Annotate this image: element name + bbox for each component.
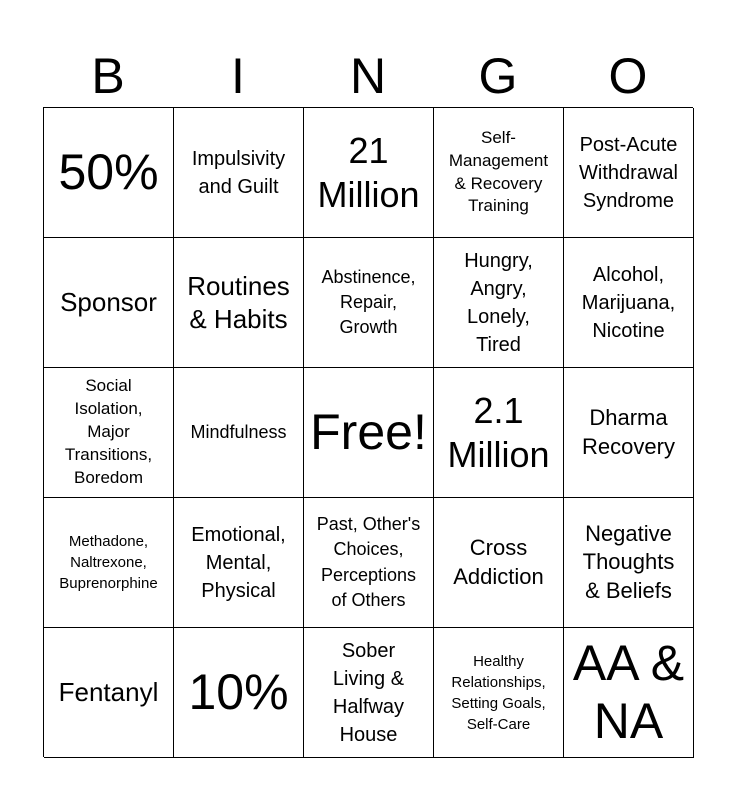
cell-text: Dharma Recovery [582, 404, 675, 459]
bingo-cell[interactable] [174, 238, 304, 368]
bingo-cell[interactable] [564, 628, 694, 758]
bingo-cell[interactable] [174, 108, 304, 238]
bingo-cell[interactable] [434, 498, 564, 628]
cell-text: 21 Million [317, 130, 420, 215]
bingo-cell[interactable] [564, 238, 694, 368]
bingo-cell[interactable] [44, 108, 174, 238]
cell-text: Negative Thoughts & Beliefs [582, 520, 675, 603]
bingo-cell[interactable] [304, 498, 434, 628]
cell-text: 50% [58, 143, 159, 200]
bingo-cell[interactable] [564, 108, 694, 238]
bingo-cell[interactable] [304, 368, 434, 498]
bingo-cell[interactable] [434, 628, 564, 758]
bingo-cell[interactable] [434, 238, 564, 368]
cell-text: Impulsivity and Guilt [191, 147, 286, 198]
header-letter-i: I [231, 48, 245, 104]
bingo-cell[interactable] [174, 498, 304, 628]
header-letter-b: B [91, 48, 125, 104]
cell-text: Fentanyl [58, 677, 159, 708]
cell-text: Sober Living & Halfway House [332, 639, 405, 746]
cell-text: Self- Management & Recovery Training [448, 127, 549, 216]
bingo-cell[interactable] [44, 368, 174, 498]
cell-text: 2.1 Million [447, 390, 550, 475]
bingo-cell[interactable] [564, 368, 694, 498]
cell-text: 10% [188, 663, 289, 720]
bingo-cell[interactable] [434, 368, 564, 498]
cell-text: Post-Acute Withdrawal Syndrome [579, 133, 678, 212]
bingo-cell[interactable] [564, 498, 694, 628]
header-letter-g: G [478, 48, 518, 104]
cell-text: Emotional, Mental, Physical [191, 523, 286, 602]
cell-text: Hungry, Angry, Lonely, Tired [464, 249, 533, 356]
header-letter-o: O [608, 48, 648, 104]
cell-text: Sponsor [60, 287, 157, 318]
bingo-cell[interactable] [434, 108, 564, 238]
cell-text: Abstinence, Repair, Growth [321, 266, 416, 338]
bingo-card-grid [43, 107, 693, 757]
bingo-header [43, 44, 693, 108]
cell-text: Alcohol, Marijuana, Nicotine [581, 263, 676, 342]
cell-text: Cross Addiction [453, 534, 544, 589]
cell-text: Healthy Relationships, Setting Goals, Self-Care [451, 652, 546, 733]
bingo-cell[interactable] [304, 628, 434, 758]
bingo-cell[interactable] [304, 108, 434, 238]
cell-text: Methadone, Naltrexone, Buprenorphine [59, 533, 158, 592]
bingo-cell[interactable] [44, 628, 174, 758]
cell-text: Free! [310, 403, 427, 460]
cell-text: Mindfulness [190, 421, 287, 442]
cell-text: Past, Other's Choices, Perceptions of Others [316, 514, 421, 610]
bingo-cell[interactable] [44, 498, 174, 628]
header-letter-n: N [349, 48, 387, 104]
cell-text: AA & NA [572, 635, 685, 749]
cell-text: Social Isolation, Major Transitions, Boredom [64, 376, 153, 487]
bingo-cell[interactable] [174, 368, 304, 498]
bingo-cell[interactable] [304, 238, 434, 368]
bingo-cell[interactable] [44, 238, 174, 368]
bingo-cell[interactable] [174, 628, 304, 758]
cell-text: Routines & Habits [187, 271, 290, 334]
